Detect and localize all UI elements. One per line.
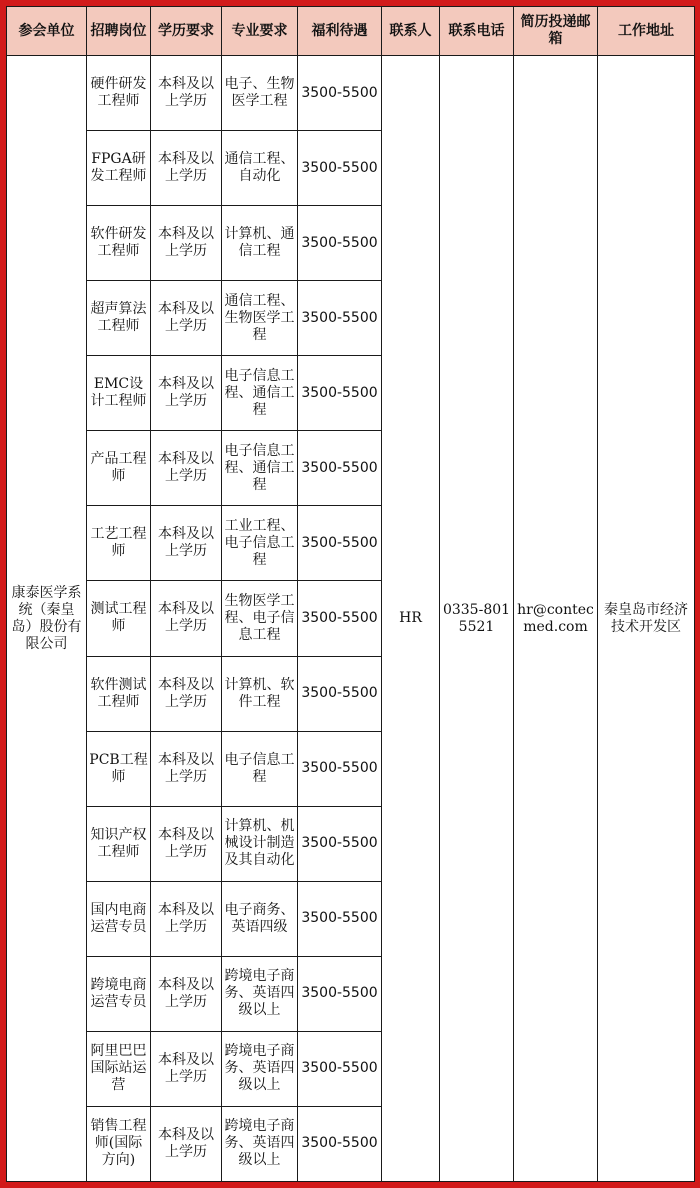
salary-range: 3500-5500 (298, 656, 382, 731)
table-row (7, 56, 695, 131)
header-contact: 联系人 (382, 7, 440, 56)
salary-range: 3500-5500 (298, 131, 382, 206)
education-requirement: 本科及以上学历 (151, 581, 222, 656)
major-requirement: 计算机、软件工程 (222, 656, 298, 731)
header-phone: 联系电话 (440, 7, 514, 56)
major-requirement: 电子信息工程、通信工程 (222, 431, 298, 506)
position-title: 软件研发工程师 (87, 206, 151, 281)
company-name: 康泰医学系统（秦皇岛）股份有限公司 (7, 56, 87, 1182)
header-email: 简历投递邮箱 (514, 7, 598, 56)
position-title: EMC设计工程师 (87, 356, 151, 431)
position-title: 超声算法工程师 (87, 281, 151, 356)
education-requirement: 本科及以上学历 (151, 881, 222, 956)
salary-range: 3500-5500 (298, 731, 382, 806)
salary-range: 3500-5500 (298, 581, 382, 656)
major-requirement: 工业工程、电子信息工程 (222, 506, 298, 581)
header-position: 招聘岗位 (87, 7, 151, 56)
position-title: 知识产权工程师 (87, 806, 151, 881)
education-requirement: 本科及以上学历 (151, 1031, 222, 1106)
position-title: FPGA研发工程师 (87, 131, 151, 206)
education-requirement: 本科及以上学历 (151, 1106, 222, 1181)
contact-phone: 0335-8015521 (440, 56, 514, 1182)
header-row (7, 7, 695, 56)
education-requirement: 本科及以上学历 (151, 56, 222, 131)
major-requirement: 跨境电子商务、英语四级以上 (222, 1106, 298, 1181)
salary-range: 3500-5500 (298, 431, 382, 506)
position-title: 软件测试工程师 (87, 656, 151, 731)
position-title: PCB工程师 (87, 731, 151, 806)
salary-range: 3500-5500 (298, 1031, 382, 1106)
education-requirement: 本科及以上学历 (151, 281, 222, 356)
salary-range: 3500-5500 (298, 506, 382, 581)
education-requirement: 本科及以上学历 (151, 206, 222, 281)
resume-email[interactable]: hr@contecmed.com (514, 56, 598, 1182)
major-requirement: 生物医学工程、电子信息工程 (222, 581, 298, 656)
major-requirement: 电子商务、英语四级 (222, 881, 298, 956)
contact-person: HR (382, 56, 440, 1182)
table-body (7, 56, 695, 1182)
major-requirement: 计算机、通信工程 (222, 206, 298, 281)
major-requirement: 电子信息工程、通信工程 (222, 356, 298, 431)
major-requirement: 跨境电子商务、英语四级以上 (222, 1031, 298, 1106)
salary-range: 3500-5500 (298, 206, 382, 281)
major-requirement: 跨境电子商务、英语四级以上 (222, 956, 298, 1031)
header-education: 学历要求 (151, 7, 222, 56)
education-requirement: 本科及以上学历 (151, 806, 222, 881)
education-requirement: 本科及以上学历 (151, 956, 222, 1031)
header-salary: 福利待遇 (298, 7, 382, 56)
recruitment-table (6, 6, 695, 1182)
position-title: 阿里巴巴国际站运营 (87, 1031, 151, 1106)
education-requirement: 本科及以上学历 (151, 506, 222, 581)
page-frame (6, 6, 694, 1182)
education-requirement: 本科及以上学历 (151, 731, 222, 806)
salary-range: 3500-5500 (298, 1106, 382, 1181)
header-address: 工作地址 (598, 7, 695, 56)
education-requirement: 本科及以上学历 (151, 656, 222, 731)
position-title: 工艺工程师 (87, 506, 151, 581)
education-requirement: 本科及以上学历 (151, 431, 222, 506)
major-requirement: 电子、生物医学工程 (222, 56, 298, 131)
salary-range: 3500-5500 (298, 56, 382, 131)
major-requirement: 通信工程、自动化 (222, 131, 298, 206)
major-requirement: 通信工程、生物医学工程 (222, 281, 298, 356)
salary-range: 3500-5500 (298, 281, 382, 356)
salary-range: 3500-5500 (298, 881, 382, 956)
work-address: 秦皇岛市经济技术开发区 (598, 56, 695, 1182)
position-title: 销售工程师(国际方向) (87, 1106, 151, 1181)
position-title: 测试工程师 (87, 581, 151, 656)
major-requirement: 计算机、机械设计制造及其自动化 (222, 806, 298, 881)
header-company: 参会单位 (7, 7, 87, 56)
education-requirement: 本科及以上学历 (151, 131, 222, 206)
position-title: 产品工程师 (87, 431, 151, 506)
salary-range: 3500-5500 (298, 956, 382, 1031)
education-requirement: 本科及以上学历 (151, 356, 222, 431)
position-title: 跨境电商运营专员 (87, 956, 151, 1031)
salary-range: 3500-5500 (298, 356, 382, 431)
major-requirement: 电子信息工程 (222, 731, 298, 806)
header-major: 专业要求 (222, 7, 298, 56)
position-title: 硬件研发工程师 (87, 56, 151, 131)
salary-range: 3500-5500 (298, 806, 382, 881)
position-title: 国内电商运营专员 (87, 881, 151, 956)
